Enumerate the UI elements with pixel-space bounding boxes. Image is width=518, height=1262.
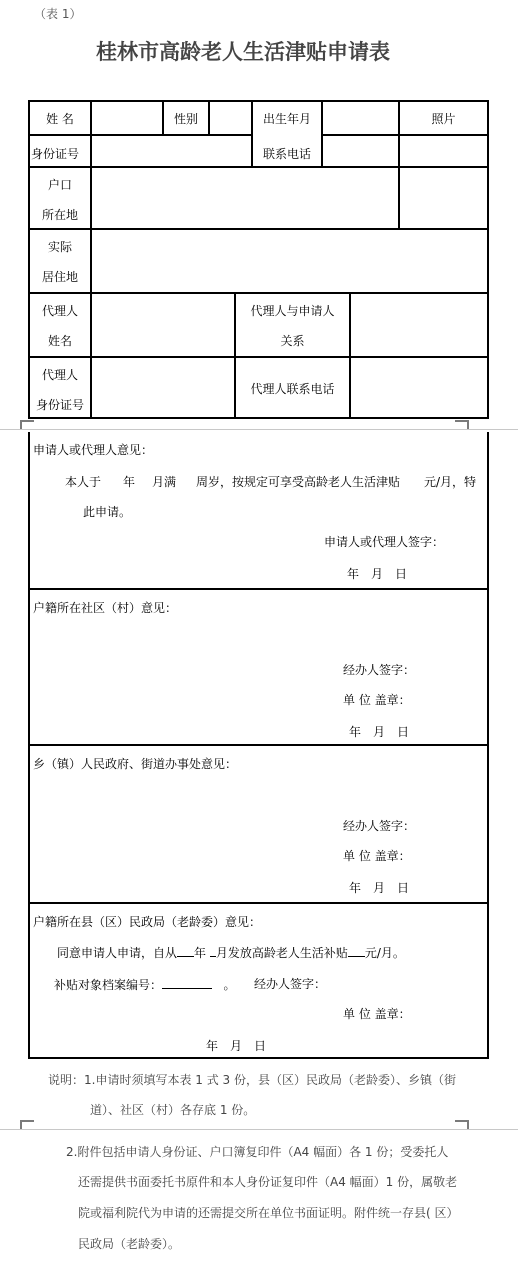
text: 此申请。	[83, 505, 132, 519]
seal-label: 单 位 盖章：	[343, 1007, 411, 1021]
text: 月发放高龄老人生活补贴	[215, 946, 348, 960]
handler-signature-label: 经办人签字：	[343, 663, 416, 677]
label-agent: 代理人	[41, 304, 78, 318]
seal-label: 单 位 盖章：	[343, 693, 411, 707]
label-id-number: 身份证号	[31, 147, 80, 161]
text: 年	[123, 475, 136, 489]
section-applicant-opinion: 申请人或代理人意见：	[33, 443, 154, 457]
date-month: 月	[371, 567, 384, 581]
text: 。	[223, 978, 236, 992]
text: 本人于	[65, 475, 102, 489]
text: 元/月。	[364, 946, 405, 960]
section-civil-affairs-opinion: 户籍所在县（区）民政局（老龄委）意见：	[33, 915, 262, 929]
date-month: 月	[373, 725, 386, 739]
date-year: 年	[349, 725, 362, 739]
note-2-line-1: 2.附件包括申请人身份证、户口簿复印件（A4 幅面）各 1 份；受委托人	[66, 1145, 449, 1159]
label-hukou-location: 所在地	[41, 208, 78, 222]
label-actual: 实际	[47, 240, 72, 254]
table-number: （表 1）	[34, 7, 82, 21]
label-name: 姓 名	[46, 112, 74, 126]
date-year: 年	[347, 567, 360, 581]
seal-label: 单 位 盖章：	[343, 849, 411, 863]
crop-mark	[455, 420, 469, 429]
label-agent-relation: 代理人与申请人	[250, 304, 335, 318]
crop-mark	[20, 420, 34, 429]
label-residence: 居住地	[41, 270, 78, 284]
date-day: 日	[397, 725, 410, 739]
date-month: 月	[373, 881, 386, 895]
date-year: 年	[349, 881, 362, 895]
signature-label: 申请人或代理人签字：	[324, 535, 445, 549]
date-day: 日	[395, 567, 408, 581]
note-2-line-3: 院或福利院代为申请的还需提交所在单位书面证明。附件统一存县( 区）	[78, 1206, 459, 1220]
page-title: 桂林市高龄老人生活津贴申请表	[96, 40, 390, 64]
note-1-line-2: 道）、社区（村）各存底 1 份。	[90, 1103, 256, 1117]
section-community-opinion: 户籍所在社区（村）意见：	[33, 601, 178, 615]
label-agent-2: 代理人	[41, 368, 78, 382]
section-township-opinion: 乡（镇）人民政府、街道办事处意见：	[33, 757, 238, 771]
crop-mark	[455, 1120, 469, 1129]
label-gender: 性别	[173, 112, 198, 126]
date-year: 年	[206, 1039, 219, 1053]
archive-number-line	[54, 977, 235, 992]
note-2-line-4: 民政局（老龄委）。	[78, 1237, 181, 1251]
label-hukou: 户口	[47, 178, 72, 192]
handler-signature-label: 经办人签字：	[343, 819, 416, 833]
date-month: 月	[230, 1039, 243, 1053]
crop-mark	[20, 1120, 34, 1129]
text: 周岁，按规定可享受高龄老人生活津贴	[196, 475, 401, 489]
label-agent-id: 身份证号	[35, 398, 84, 412]
label-phone: 联系电话	[262, 147, 311, 161]
text: 年	[194, 946, 207, 960]
note-2-line-2: 还需提供书面委托书原件和本人身份证复印件（A4 幅面）1 份，属敬老	[78, 1175, 458, 1189]
date-day: 日	[254, 1039, 267, 1053]
date-day: 日	[397, 881, 410, 895]
text: 月满	[152, 475, 177, 489]
text: 同意申请人申请，自从	[57, 946, 178, 960]
label-agent-name: 姓名	[47, 334, 72, 348]
label-photo: 照片	[431, 112, 456, 126]
text: 元/月，特	[424, 475, 477, 489]
label-agent-phone: 代理人联系电话	[250, 382, 335, 396]
handler-signature-label: 经办人签字：	[254, 977, 327, 991]
label-relation: 关系	[280, 334, 305, 348]
text: 补贴对象档案编号：	[54, 978, 163, 992]
note-1-line-1: 说明：1.申请时须填写本表 1 式 3 份，县（区）民政局（老龄委）、乡镇（街	[48, 1073, 456, 1087]
label-birth-date: 出生年月	[262, 112, 311, 126]
approval-line	[57, 945, 405, 960]
